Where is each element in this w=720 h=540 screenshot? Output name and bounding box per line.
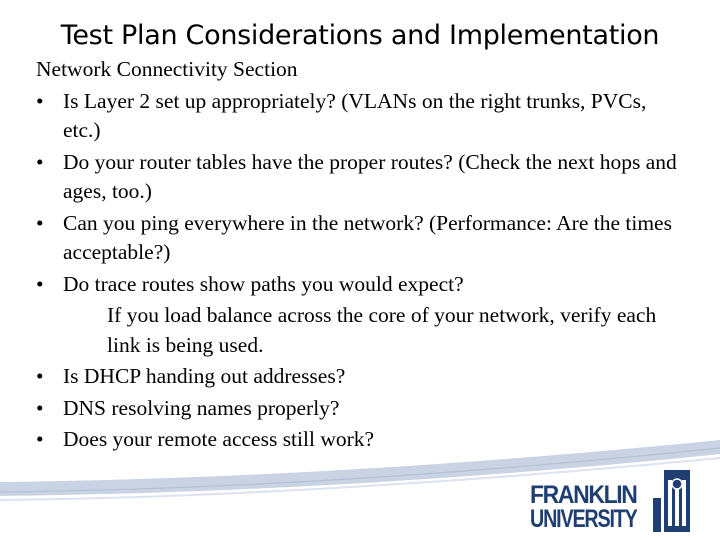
bullet-item-trace-routes	[36, 270, 686, 300]
bullet-item-dns	[36, 394, 686, 424]
slide-body	[36, 55, 686, 457]
bullet-text: Is DHCP handing out addresses?	[63, 364, 346, 388]
bullet-icon: •	[36, 427, 44, 451]
bullet-text: Does your remote access still work?	[63, 427, 375, 451]
bullet-icon: •	[36, 88, 44, 113]
bullet-icon: •	[36, 395, 44, 420]
bullet-list	[36, 87, 686, 300]
bullet-icon: •	[36, 149, 44, 174]
bullet-icon: •	[36, 210, 44, 235]
logo-line-university: UNIVERSITY	[530, 505, 637, 533]
slide-title: Test Plan Considerations and Implementation	[60, 20, 660, 51]
bullet-text: Can you ping everywhere in the network? (Performance: Are the times acceptable?)	[63, 210, 672, 264]
bullet-item-router-tables	[36, 148, 686, 207]
bullet-item-layer2	[36, 87, 686, 146]
load-balance-note: If you load balance across the core of your network, verify each link is being used.	[107, 303, 657, 357]
bullet-text: Is Layer 2 set up appropriately? (VLANs on the right trunks, PVCs, etc.)	[63, 88, 647, 142]
logo-line-franklin: FRANKLIN	[530, 481, 637, 509]
bullet-item-ping	[36, 209, 686, 268]
bullet-item-dhcp	[36, 362, 686, 392]
bullet-icon: •	[36, 364, 44, 388]
bullet-text: Do your router tables have the proper routes? (Check the next hops and ages, too.)	[63, 149, 677, 203]
bullet-text: Do trace routes show paths you would expect?	[63, 271, 464, 296]
tower-icon	[652, 470, 696, 532]
bullet-text: DNS resolving names properly?	[63, 395, 340, 420]
section-heading: Network Connectivity Section	[36, 57, 298, 81]
bullet-icon: •	[36, 271, 44, 296]
